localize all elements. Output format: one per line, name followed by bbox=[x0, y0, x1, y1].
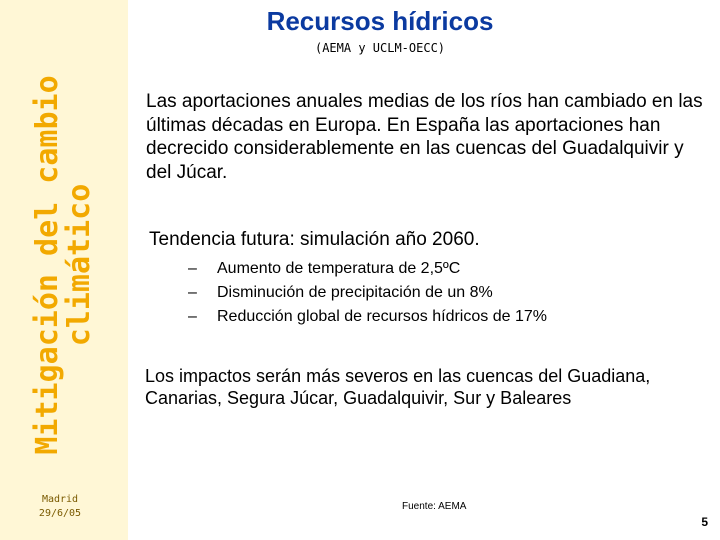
bullet-text: Aumento de temperatura de 2,5ºC bbox=[217, 260, 461, 277]
bullet-dash: – bbox=[188, 284, 197, 301]
slide-subtitle: (AEMA y UCLM-OECC) bbox=[314, 41, 446, 55]
bullet-list bbox=[188, 257, 708, 329]
sidebar-place: Madrid bbox=[41, 494, 79, 505]
intro-paragraph: Las aportaciones anuales medias de los ríos han cambiado en las últimas décadas en Europa. En España las aportaciones han decrecido considerablemente en las cuencas del Guadalquivir y del Júcar. bbox=[146, 91, 703, 183]
sidebar bbox=[0, 0, 128, 540]
bullet-dash: – bbox=[188, 260, 197, 277]
sidebar-title: Mitigación del cambio climático bbox=[30, 75, 97, 455]
slide-title: Recursos hídricos bbox=[266, 6, 494, 36]
source-note: Fuente: AEMA bbox=[402, 501, 467, 512]
bullet-text: Disminución de precipitación de un 8% bbox=[217, 284, 493, 301]
impacts-paragraph: Los impactos serán más severos en las cuencas del Guadiana, Canarias, Segura Júcar, Guadalquivir, Sur y Baleares bbox=[145, 366, 651, 408]
bullet-dash: – bbox=[188, 308, 197, 325]
bullet-text: Reducción global de recursos hídricos de 17% bbox=[217, 308, 547, 325]
page-number: 5 bbox=[701, 515, 708, 529]
bullet-item bbox=[188, 281, 708, 305]
bullet-item bbox=[188, 305, 708, 329]
bullet-item bbox=[188, 257, 708, 281]
trend-heading: Tendencia futura: simulación año 2060. bbox=[149, 229, 480, 250]
sidebar-date: 29/6/05 bbox=[38, 508, 82, 519]
